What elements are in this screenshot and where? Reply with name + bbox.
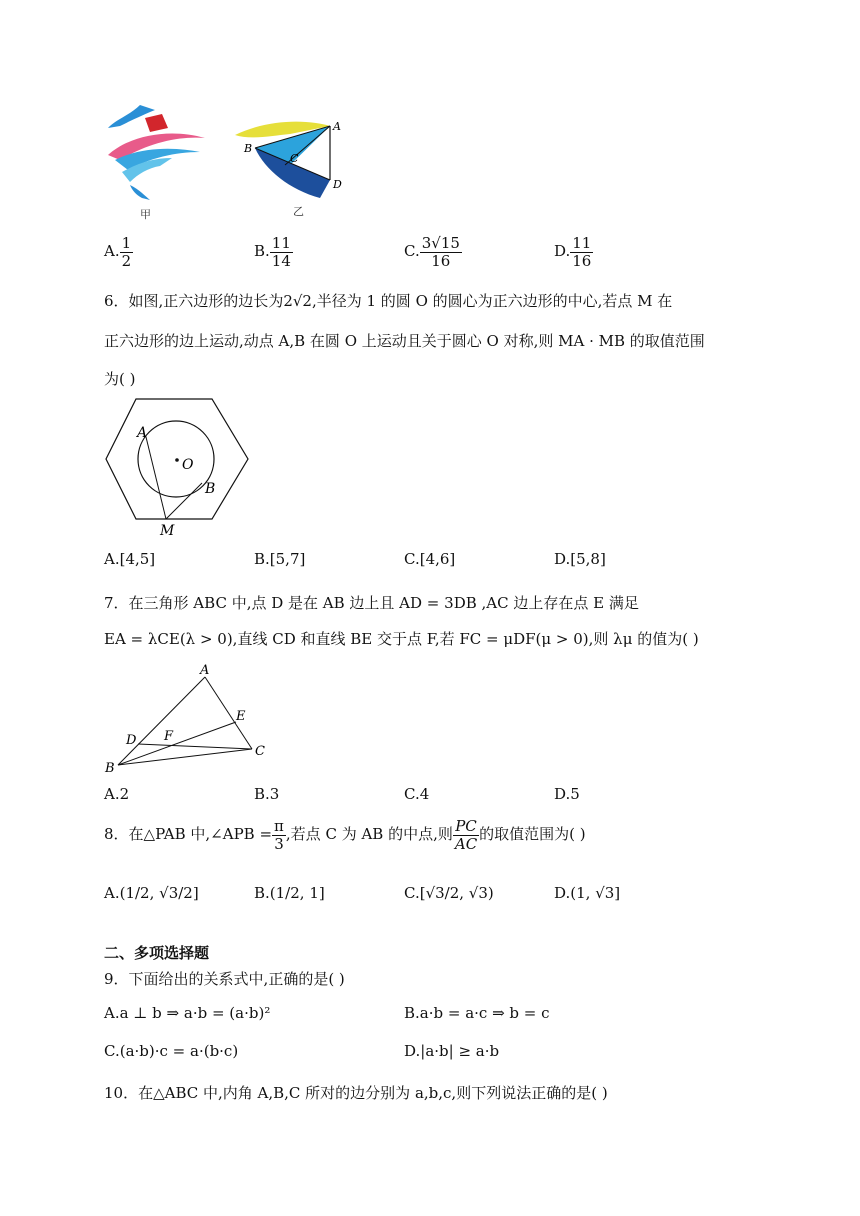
svg-text:A: A xyxy=(333,120,341,133)
q8-stem: 8．在△PAB 中,∠APB = $\frac{\pi}{3}$ ,若点 C 为 AB 的中点,则 $\frac{PC}{AC}$ 的取值范围为( ) xyxy=(104,817,586,853)
q6-line2: 正六边形的边上运动,动点 A,B 在圆 O 上运动且关于圆心 O 对称,则 MA · MB 的取值范围 xyxy=(104,332,705,350)
q7-figure xyxy=(100,662,275,777)
svg-text:F: F xyxy=(164,729,174,744)
section-heading: 二、多项选择题 xyxy=(104,944,210,962)
q9-option-d[interactable]: D.|a·b| ≥ a·b xyxy=(404,1042,500,1060)
q7-option-d[interactable]: D.5 xyxy=(554,785,580,803)
q10-stem: 10．在△ABC 中,内角 A,B,C 所对的边分别为 a,b,c,则下列说法正确的是( ) xyxy=(104,1084,608,1102)
svg-text:C: C xyxy=(255,744,265,759)
q6-figure xyxy=(100,395,255,540)
svg-text:D: D xyxy=(333,178,342,191)
q6-option-b[interactable]: B.[5,7] xyxy=(254,550,306,568)
q6-line3: 为( ) xyxy=(104,370,136,388)
q9-option-a[interactable]: A.a ⊥ b ⇒ a·b = (a·b)² xyxy=(104,1004,271,1022)
svg-text:C: C xyxy=(290,152,299,165)
svg-text:B: B xyxy=(105,761,115,776)
svg-text:M: M xyxy=(160,523,175,539)
q5-option-b[interactable]: B. $\frac{11}{14}$ xyxy=(254,234,291,270)
figure-yi xyxy=(230,110,355,220)
q7-line1: 7．在三角形 ABC 中,点 D 是在 AB 边上且 AD = 3DB ,AC 边上存在点 E 满足 xyxy=(104,594,639,612)
q7-option-c[interactable]: C.4 xyxy=(404,785,430,803)
label-yi: 乙 xyxy=(293,205,304,218)
svg-text:B: B xyxy=(244,142,253,155)
q8-option-d[interactable]: D.(1, √3] xyxy=(554,884,621,902)
q6-option-c[interactable]: C.[4,6] xyxy=(404,550,456,568)
q7-option-a[interactable]: A.2 xyxy=(104,785,130,803)
figure-jia xyxy=(100,100,210,225)
q6-option-d[interactable]: D.[5,8] xyxy=(554,550,606,568)
q9-option-c[interactable]: C.(a·b)·c = a·(b·c) xyxy=(104,1042,239,1060)
q5-option-d[interactable]: D. $\frac{11}{16}$ xyxy=(554,234,592,270)
q8-option-c[interactable]: C.[√3/2, √3) xyxy=(404,884,494,902)
q6-option-a[interactable]: A.[4,5] xyxy=(104,550,156,568)
q7-option-b[interactable]: B.3 xyxy=(254,785,280,803)
q5-option-a[interactable]: A. $\frac{1}{2}$ xyxy=(104,234,132,270)
q8-option-a[interactable]: A.(1/2, √3/2] xyxy=(104,884,199,902)
q8-option-b[interactable]: B.(1/2, 1] xyxy=(254,884,325,902)
q7-line2: EA = λCE(λ > 0),直线 CD 和直线 BE 交于点 F,若 FC = μDF(μ > 0),则 λμ 的值为( ) xyxy=(104,630,699,648)
q9-stem: 9．下面给出的关系式中,正确的是( ) xyxy=(104,970,345,988)
svg-text:A: A xyxy=(137,425,148,441)
q5-option-c[interactable]: C. $\frac{3√15}{16}$ xyxy=(404,234,460,270)
q9-option-b[interactable]: B.a·b = a·c ⇒ b = c xyxy=(404,1004,550,1022)
q6-line1: 6．如图,正六边形的边长为2√2,半径为 1 的圆 O 的圆心为正六边形的中心,若点 M 在 xyxy=(104,292,673,310)
svg-text:O: O xyxy=(182,457,194,473)
label-jia: 甲 xyxy=(140,208,151,221)
svg-text:A: A xyxy=(200,663,210,678)
svg-text:B: B xyxy=(205,481,216,497)
svg-text:D: D xyxy=(126,733,137,748)
svg-text:E: E xyxy=(236,709,246,724)
